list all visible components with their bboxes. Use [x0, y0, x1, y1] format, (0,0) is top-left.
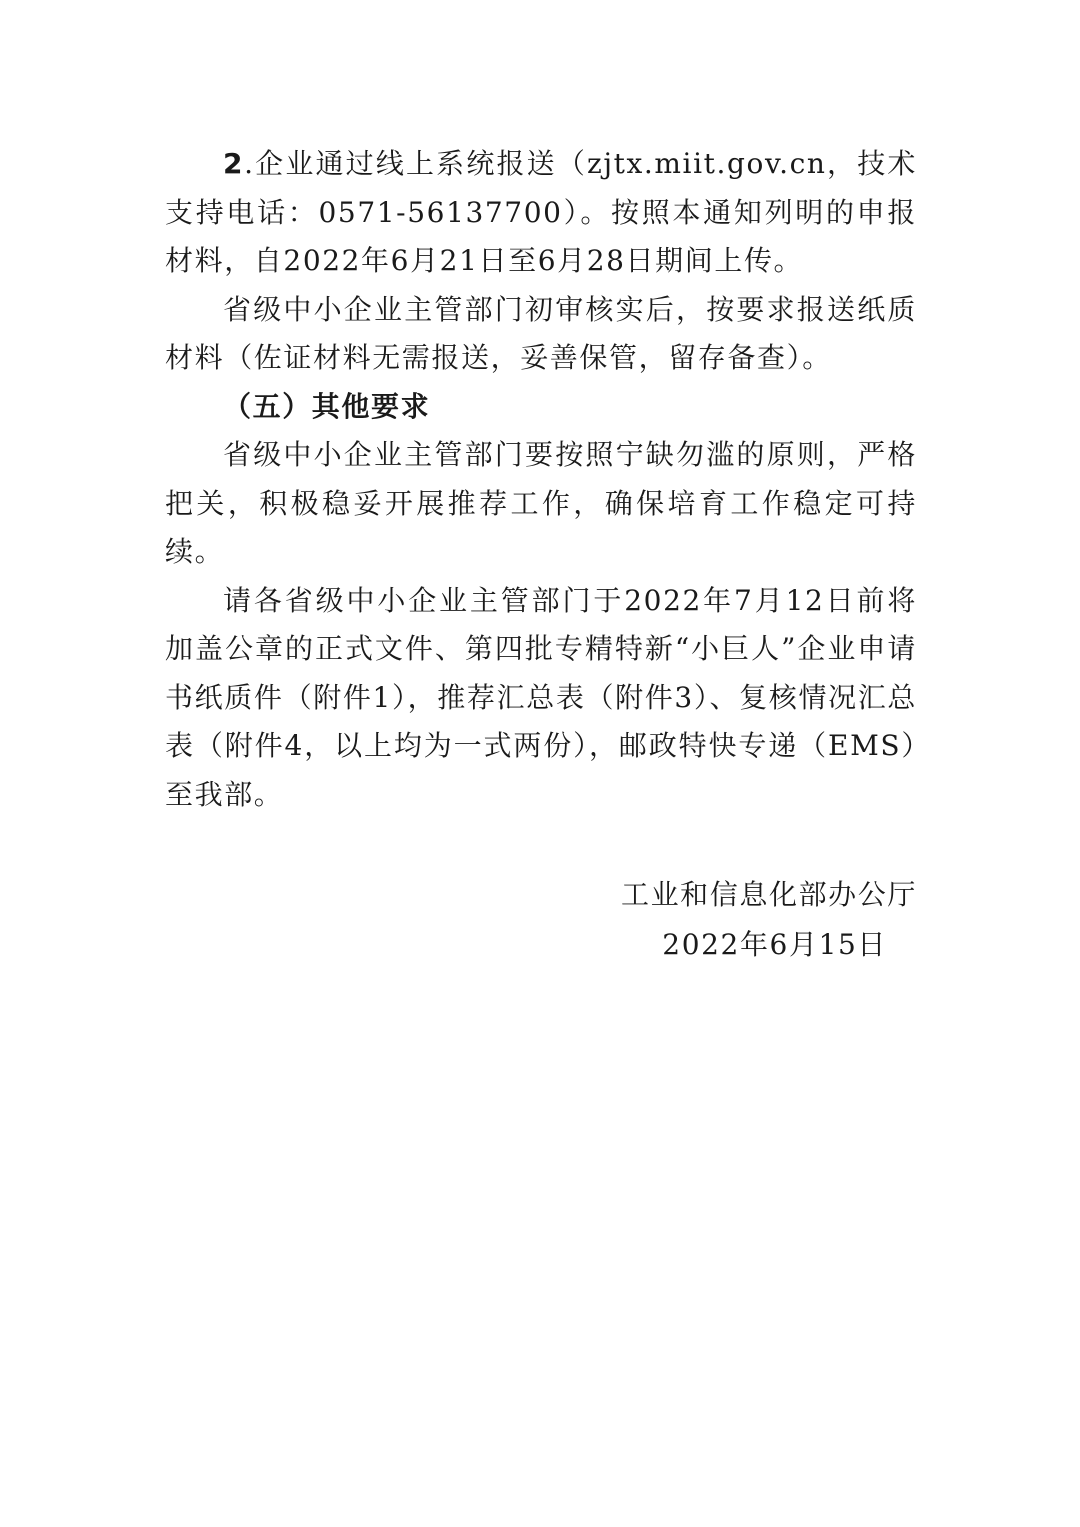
signature-block [560, 870, 917, 970]
paragraph-number: 2 [223, 147, 245, 180]
paragraph-online-submission [165, 140, 917, 286]
issuing-organization: 工业和信息化部办公厅 [620, 878, 917, 911]
section-heading: （五）其他要求 [223, 389, 431, 423]
issue-date: 2022年6月15日 [662, 928, 887, 961]
paragraph-paper-materials: 省级中小企业主管部门初审核实后，按要求报送纸质材料（佐证材料无需报送，妥善保管，留存备查）。 [165, 292, 917, 374]
document-body [165, 140, 917, 819]
paragraph-submission-deadline: 请各省级中小企业主管部门于2022年7月12日前将加盖公章的正式文件、第四批专精特新“小巨人”企业申请书纸质件（附件1），推荐汇总表（附件3）、复核情况汇总表（附件4，以上均为一式两份），邮政特快专递（EMS）至我部。 [165, 583, 917, 811]
paragraph-other-requirements: 省级中小企业主管部门要按照宁缺勿滥的原则，严格把关，积极稳妥开展推荐工作，确保培育工作稳定可持续。 [165, 438, 917, 568]
paragraph-text: .企业通过线上系统报送（zjtx.miit.gov.cn，技术支持电话：0571-56137700）。按照本通知列明的申报材料，自2022年6月21日至6月28日期间上传。 [165, 147, 917, 277]
